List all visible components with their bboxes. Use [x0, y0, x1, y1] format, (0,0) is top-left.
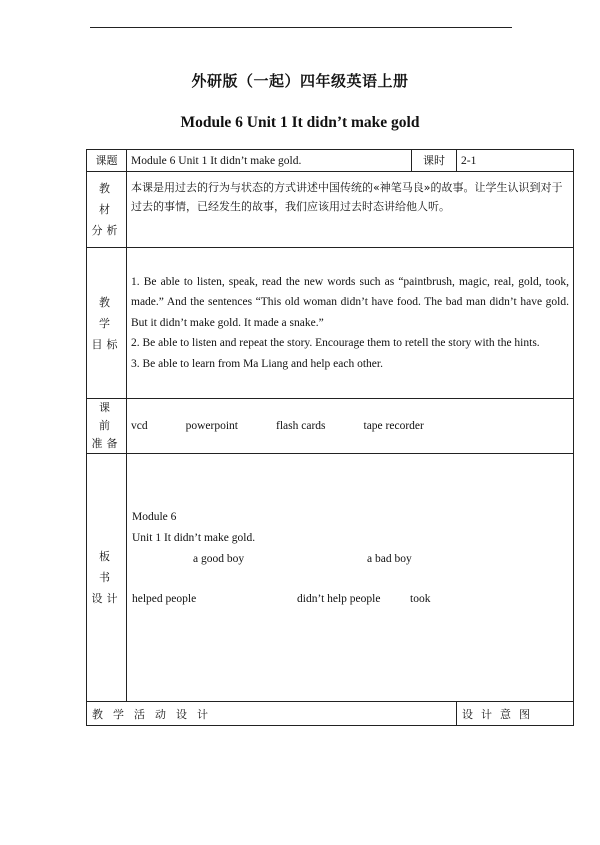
- document-title: 外研版（一起）四年级英语上册: [191, 72, 409, 90]
- row-prep: [87, 399, 574, 454]
- analysis-cell: [127, 172, 574, 248]
- objective-item-2: 2. Be able to listen and repeat the story. Encourage them to retell the story with the hints.: [131, 337, 540, 350]
- row-board: [87, 454, 574, 702]
- row-topic: [87, 150, 574, 172]
- prep-item: flash cards: [276, 420, 326, 432]
- prep-item: tape recorder: [363, 420, 424, 432]
- period-label: 课时: [412, 150, 457, 172]
- topic-value: Module 6 Unit 1 It didn’t make gold.: [127, 150, 412, 172]
- analysis-text: 本课是用过去的行为与状态的方式讲述中国传统的«神笔马良»的故事。让学生认识到对于过去的事情，已经发生的故事，我们应该用过去时态讲给他人听。: [131, 181, 563, 213]
- board-design: [127, 455, 573, 701]
- prep-label: 课 前 准备: [87, 399, 127, 454]
- board-good-boy: a good boy: [193, 552, 245, 565]
- board-didnt-help: didn’t help people: [297, 592, 381, 605]
- lesson-title: Module 6 Unit 1 It didn’t make gold: [180, 114, 420, 131]
- row-footer: [87, 702, 574, 726]
- analysis-label: 教 材 分析: [87, 172, 127, 248]
- prep-cell: [127, 399, 574, 454]
- objectives-cell: [127, 248, 574, 399]
- topic-label: 课题: [87, 150, 127, 172]
- objective-item-3: 3. Be able to learn from Ma Liang and help each other.: [131, 357, 383, 370]
- period-value: 2-1: [457, 150, 574, 172]
- activity-design-header: 教学活动设计: [87, 702, 457, 726]
- prep-item: vcd: [131, 420, 148, 432]
- objectives-label: 教 学 目标: [87, 248, 127, 399]
- lesson-plan-table: [86, 149, 574, 726]
- row-analysis: [87, 172, 574, 248]
- row-objectives: [87, 248, 574, 399]
- objective-item-1: 1. Be able to listen, speak, read the new words such as “paintbrush, magic, real, gold, took, made.” And the sentences “This old woman didn’t have food. The bad man didn’t have gold. But it didn’t make gold. It made a snake.”: [131, 275, 569, 329]
- board-module: Module 6: [132, 510, 177, 523]
- design-intent-header: 设计意图: [457, 702, 574, 726]
- board-bad-boy: a bad boy: [367, 552, 412, 565]
- board-cell: [127, 454, 574, 702]
- board-took: took: [410, 592, 431, 605]
- board-helped: helped people: [132, 592, 197, 605]
- board-unit: Unit 1 It didn’t make gold.: [132, 531, 256, 544]
- board-label: 板 书 设计: [87, 454, 127, 702]
- header-rule: [90, 27, 512, 28]
- prep-item: powerpoint: [185, 420, 238, 432]
